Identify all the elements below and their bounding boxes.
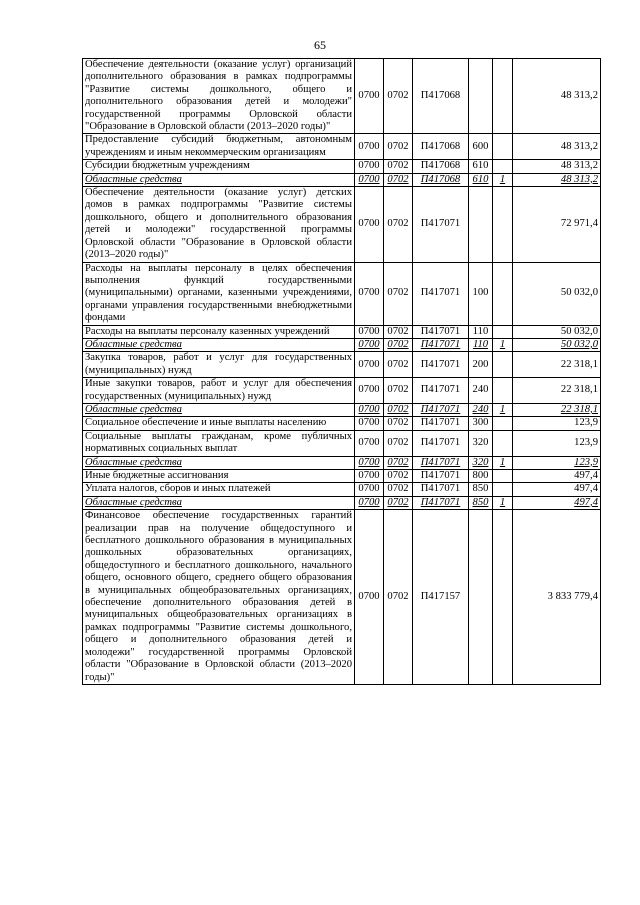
funding-source-cell: [493, 187, 513, 262]
table-row: [83, 496, 601, 509]
target-article-cell: П417071: [413, 187, 469, 262]
funding-source-cell: 1: [493, 173, 513, 186]
funding-source-cell: [493, 325, 513, 338]
row-name-cell: Иные бюджетные ассигнования: [83, 470, 355, 483]
row-name-cell: Уплата налогов, сборов и иных платежей: [83, 483, 355, 496]
funding-source-cell: [493, 430, 513, 456]
amount-cell: 22 318,1: [513, 378, 601, 404]
section-code-cell: 0700: [355, 59, 384, 134]
subsection-code-cell: 0702: [384, 187, 413, 262]
table-row: [83, 456, 601, 469]
expense-type-cell: [469, 510, 493, 685]
row-name-cell: Областные средства: [83, 173, 355, 186]
section-code-cell: 0700: [355, 325, 384, 338]
table-body: [83, 59, 601, 685]
table-row: [83, 510, 601, 685]
section-code-cell: 0700: [355, 378, 384, 404]
section-code-cell: 0700: [355, 456, 384, 469]
expense-type-cell: 200: [469, 352, 493, 378]
subsection-code-cell: 0702: [384, 378, 413, 404]
row-name-cell: Социальное обеспечение и иные выплаты населению: [83, 417, 355, 430]
funding-source-cell: 1: [493, 456, 513, 469]
amount-cell: 123,9: [513, 417, 601, 430]
table-row: [83, 430, 601, 456]
funding-source-cell: [493, 510, 513, 685]
target-article-cell: П417071: [413, 403, 469, 416]
amount-cell: 50 032,0: [513, 262, 601, 325]
subsection-code-cell: 0702: [384, 496, 413, 509]
subsection-code-cell: 0702: [384, 352, 413, 378]
row-name-cell: Предоставление субсидий бюджетным, автономным учреждениям и иным некоммерческим организациям: [83, 134, 355, 160]
expense-type-cell: 850: [469, 483, 493, 496]
amount-cell: 72 971,4: [513, 187, 601, 262]
section-code-cell: 0700: [355, 352, 384, 378]
expense-type-cell: 320: [469, 456, 493, 469]
row-name-cell: Расходы на выплаты персоналу казенных учреждений: [83, 325, 355, 338]
funding-source-cell: [493, 160, 513, 173]
table-row: [83, 338, 601, 351]
amount-cell: 123,9: [513, 456, 601, 469]
row-name-cell: Расходы на выплаты персоналу в целях обеспечения выполнения функций государственными (муниципальными) органами, казенными учреждениями, органами управления государственными внебюджетными фондами: [83, 262, 355, 325]
expense-type-cell: 320: [469, 430, 493, 456]
expense-type-cell: 110: [469, 325, 493, 338]
funding-source-cell: [493, 417, 513, 430]
row-name-cell: Обеспечение деятельности (оказание услуг) организаций дополнительного образования в рамках подпрограммы "Развитие системы дошкольного, общего и дополнительного образования детей и молодежи" государственной программы Орловской области "Образование в Орловской области (2013–2020 годы)": [83, 59, 355, 134]
section-code-cell: 0700: [355, 417, 384, 430]
subsection-code-cell: 0702: [384, 325, 413, 338]
target-article-cell: П417068: [413, 134, 469, 160]
target-article-cell: П417071: [413, 430, 469, 456]
subsection-code-cell: 0702: [384, 403, 413, 416]
section-code-cell: 0700: [355, 160, 384, 173]
table-row: [83, 417, 601, 430]
target-article-cell: П417068: [413, 173, 469, 186]
target-article-cell: П417068: [413, 59, 469, 134]
funding-source-cell: [493, 378, 513, 404]
amount-cell: 123,9: [513, 430, 601, 456]
funding-source-cell: [493, 352, 513, 378]
expense-type-cell: [469, 187, 493, 262]
subsection-code-cell: 0702: [384, 470, 413, 483]
expense-type-cell: 240: [469, 378, 493, 404]
expense-type-cell: 600: [469, 134, 493, 160]
subsection-code-cell: 0702: [384, 417, 413, 430]
page-number: 65: [314, 38, 326, 52]
row-name-cell: Субсидии бюджетным учреждениям: [83, 160, 355, 173]
expense-type-cell: 110: [469, 338, 493, 351]
table-row: [83, 262, 601, 325]
table-row: [83, 325, 601, 338]
funding-source-cell: [493, 134, 513, 160]
row-name-cell: Иные закупки товаров, работ и услуг для обеспечения государственных (муниципальных) нужд: [83, 378, 355, 404]
subsection-code-cell: 0702: [384, 510, 413, 685]
target-article-cell: П417071: [413, 378, 469, 404]
amount-cell: 48 313,2: [513, 160, 601, 173]
subsection-code-cell: 0702: [384, 173, 413, 186]
section-code-cell: 0700: [355, 134, 384, 160]
target-article-cell: П417071: [413, 325, 469, 338]
section-code-cell: 0700: [355, 483, 384, 496]
expense-type-cell: 240: [469, 403, 493, 416]
funding-source-cell: [493, 262, 513, 325]
subsection-code-cell: 0702: [384, 483, 413, 496]
table-row: [83, 173, 601, 186]
table-row: [83, 403, 601, 416]
target-article-cell: П417157: [413, 510, 469, 685]
target-article-cell: П417071: [413, 417, 469, 430]
section-code-cell: 0700: [355, 496, 384, 509]
budget-table: [82, 58, 601, 685]
subsection-code-cell: 0702: [384, 338, 413, 351]
subsection-code-cell: 0702: [384, 134, 413, 160]
section-code-cell: 0700: [355, 338, 384, 351]
expense-type-cell: [469, 59, 493, 134]
subsection-code-cell: 0702: [384, 430, 413, 456]
row-name-cell: Областные средства: [83, 496, 355, 509]
amount-cell: 497,4: [513, 496, 601, 509]
expense-type-cell: 300: [469, 417, 493, 430]
amount-cell: 48 313,2: [513, 134, 601, 160]
section-code-cell: 0700: [355, 430, 384, 456]
funding-source-cell: 1: [493, 403, 513, 416]
funding-source-cell: 1: [493, 338, 513, 351]
expense-type-cell: 800: [469, 470, 493, 483]
table-row: [83, 134, 601, 160]
target-article-cell: П417071: [413, 470, 469, 483]
amount-cell: 497,4: [513, 483, 601, 496]
subsection-code-cell: 0702: [384, 160, 413, 173]
table-row: [83, 59, 601, 134]
subsection-code-cell: 0702: [384, 59, 413, 134]
funding-source-cell: [493, 59, 513, 134]
funding-source-cell: [493, 470, 513, 483]
target-article-cell: П417071: [413, 352, 469, 378]
row-name-cell: Областные средства: [83, 338, 355, 351]
table-row: [83, 470, 601, 483]
expense-type-cell: 610: [469, 173, 493, 186]
amount-cell: 48 313,2: [513, 173, 601, 186]
amount-cell: 3 833 779,4: [513, 510, 601, 685]
amount-cell: 50 032,0: [513, 325, 601, 338]
target-article-cell: П417071: [413, 456, 469, 469]
section-code-cell: 0700: [355, 173, 384, 186]
table-row: [83, 160, 601, 173]
table-row: [83, 483, 601, 496]
table-row: [83, 352, 601, 378]
table-row: [83, 187, 601, 262]
target-article-cell: П417068: [413, 160, 469, 173]
amount-cell: 50 032,0: [513, 338, 601, 351]
amount-cell: 22 318,1: [513, 352, 601, 378]
subsection-code-cell: 0702: [384, 262, 413, 325]
expense-type-cell: 610: [469, 160, 493, 173]
row-name-cell: Обеспечение деятельности (оказание услуг) детских домов в рамках подпрограммы "Развитие системы дошкольного, общего и дополнительного образования детей и молодежи" государственной программы Орловской области "Образование в Орловской области (2013–2020 годы)": [83, 187, 355, 262]
funding-source-cell: 1: [493, 496, 513, 509]
target-article-cell: П417071: [413, 262, 469, 325]
row-name-cell: Областные средства: [83, 456, 355, 469]
section-code-cell: 0700: [355, 510, 384, 685]
row-name-cell: Финансовое обеспечение государственных гарантий реализации прав на получение общедоступного и бесплатного дошкольного образования в муниципальных дошкольных образовательных организациях, общедоступного и бесплатного дошкольного, начального общего, основного общего, среднего общего образования в муниципальных общеобразовательных организациях, обеспечение дополнительного образования детей в муниципальных общеобразовательных организациях в рамках подпрограммы "Развитие системы дошкольного, общего и дополнительного образования детей и молодежи" государственной программы Орловской области "Образование в Орловской области (2013–2020 годы)": [83, 510, 355, 685]
amount-cell: 48 313,2: [513, 59, 601, 134]
row-name-cell: Закупка товаров, работ и услуг для государственных (муниципальных) нужд: [83, 352, 355, 378]
row-name-cell: Областные средства: [83, 403, 355, 416]
section-code-cell: 0700: [355, 262, 384, 325]
expense-type-cell: 850: [469, 496, 493, 509]
row-name-cell: Социальные выплаты гражданам, кроме публичных нормативных социальных выплат: [83, 430, 355, 456]
section-code-cell: 0700: [355, 187, 384, 262]
target-article-cell: П417071: [413, 483, 469, 496]
amount-cell: 22 318,1: [513, 403, 601, 416]
expense-type-cell: 100: [469, 262, 493, 325]
section-code-cell: 0700: [355, 470, 384, 483]
subsection-code-cell: 0702: [384, 456, 413, 469]
target-article-cell: П417071: [413, 496, 469, 509]
section-code-cell: 0700: [355, 403, 384, 416]
funding-source-cell: [493, 483, 513, 496]
table-row: [83, 378, 601, 404]
target-article-cell: П417071: [413, 338, 469, 351]
amount-cell: 497,4: [513, 470, 601, 483]
